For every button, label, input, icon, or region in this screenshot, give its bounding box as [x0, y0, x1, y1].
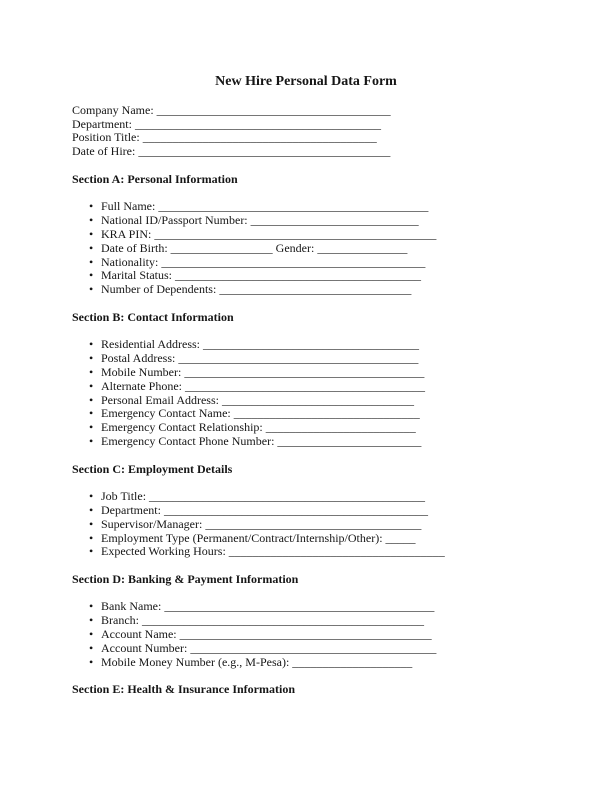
- field-blank: _____________________________________________: [158, 199, 429, 214]
- bullet-icon: •: [89, 226, 94, 241]
- field-kra-pin: [72, 228, 540, 242]
- field-blank: _________________________________________: [190, 640, 437, 655]
- section-a-list: [72, 200, 540, 297]
- field-branch: [72, 614, 540, 628]
- field-alternate-phone: [72, 380, 540, 394]
- field-position-title: [72, 131, 540, 145]
- field-label: Mobile Number:: [101, 364, 182, 379]
- bullet-icon: •: [89, 530, 94, 545]
- bullet-icon: •: [89, 240, 94, 255]
- field-label: Nationality:: [101, 254, 159, 269]
- field-account-name: [72, 628, 540, 642]
- field-label: Branch:: [101, 613, 139, 628]
- field-label: Expected Working Hours:: [101, 544, 226, 559]
- field-blank: ________________________: [277, 433, 422, 448]
- field-company-name: [72, 104, 540, 118]
- field-nationality: [72, 256, 540, 270]
- field-job-title: [72, 490, 540, 504]
- bullet-icon: •: [89, 420, 94, 435]
- field-emergency-contact-relationship: [72, 421, 540, 435]
- bullet-icon: •: [89, 640, 94, 655]
- field-label: Date of Hire:: [72, 144, 136, 159]
- bullet-icon: •: [89, 199, 94, 214]
- section-c-list: [72, 490, 540, 559]
- field-residential-address: [72, 338, 540, 352]
- field-label: Date of Birth:: [101, 240, 168, 255]
- bullet-icon: •: [89, 364, 94, 379]
- section-b-contact-information: [72, 311, 540, 449]
- field-national-id-passport-number: [72, 214, 540, 228]
- field-mobile-money-number: [72, 656, 540, 670]
- field-blank: _____________________________________________: [164, 599, 435, 614]
- field-blank: _______________________________________________: [142, 613, 424, 628]
- field-label: Employment Type (Permanent/Contract/Internship/Other):: [101, 530, 383, 545]
- header-fields: [72, 104, 540, 159]
- field-blank: _________________________________________: [134, 116, 381, 131]
- field-blank: ________________________________: [219, 282, 412, 297]
- field-marital-status: [72, 269, 540, 283]
- field-blank: _______________________________________: [142, 130, 377, 145]
- field-blank: ____________________________________: [228, 544, 445, 559]
- field-emergency-contact-phone-number: [72, 435, 540, 449]
- field-blank: ____________________________________: [203, 337, 419, 352]
- bullet-icon: •: [89, 433, 94, 448]
- bullet-icon: •: [89, 627, 94, 642]
- bullet-icon: •: [89, 378, 94, 393]
- field-blank: _____: [385, 530, 416, 545]
- field-personal-email-address: [72, 394, 540, 408]
- field-blank: __________________________________________: [179, 627, 432, 642]
- section-d-list: [72, 600, 540, 669]
- bullet-icon: •: [89, 406, 94, 421]
- section-b-heading: Section B: Contact Information: [72, 309, 234, 324]
- bullet-icon: •: [89, 351, 94, 366]
- form-title: New Hire Personal Data Form: [215, 74, 397, 89]
- field-label: Account Number:: [101, 640, 188, 655]
- field-blank: ________________________________: [221, 392, 414, 407]
- field-label: Supervisor/Manager:: [101, 516, 203, 531]
- field-label: Company Name:: [72, 102, 154, 117]
- bullet-icon: •: [89, 654, 94, 669]
- field-blank: _______________________________: [233, 406, 420, 421]
- field-label: Mobile Money Number (e.g., M-Pesa):: [101, 654, 290, 669]
- field-blank: ____________________________________: [205, 516, 422, 531]
- bullet-icon: •: [89, 516, 94, 531]
- field-employment-department: [72, 504, 540, 518]
- field-blank: _________________________: [265, 420, 416, 435]
- field-bank-name: [72, 600, 540, 614]
- field-label: Number of Dependents:: [101, 282, 217, 297]
- field-blank: __________________________________________: [138, 144, 391, 159]
- field-label: Account Name:: [101, 627, 177, 642]
- field-blank: _______________________________________________: [154, 226, 437, 241]
- field-blank: _________________________________________: [175, 268, 421, 283]
- section-e-heading: Section E: Health & Insurance Information: [72, 682, 295, 697]
- field-date-of-birth-gender: [72, 242, 540, 256]
- field-blank: ________________________________________: [184, 378, 425, 393]
- section-a-personal-information: [72, 173, 540, 297]
- bullet-icon: •: [89, 282, 94, 297]
- section-b-list: [72, 338, 540, 448]
- field-label: Position Title:: [72, 130, 140, 145]
- field-blank: ________________________________________: [184, 364, 425, 379]
- bullet-icon: •: [89, 392, 94, 407]
- bullet-icon: •: [89, 268, 94, 283]
- section-e-health-insurance-information: [72, 683, 540, 697]
- field-emergency-contact-name: [72, 407, 540, 421]
- field-label: Full Name:: [101, 199, 156, 214]
- bullet-icon: •: [89, 489, 94, 504]
- field-full-name: [72, 200, 540, 214]
- bullet-icon: •: [89, 613, 94, 628]
- field-label: Emergency Contact Relationship:: [101, 420, 263, 435]
- field-label: Emergency Contact Phone Number:: [101, 433, 275, 448]
- field-label: KRA PIN:: [101, 226, 152, 241]
- field-label: Gender:: [275, 240, 315, 255]
- field-label: Personal Email Address:: [101, 392, 219, 407]
- field-label: Department:: [101, 502, 161, 517]
- field-label: Residential Address:: [101, 337, 200, 352]
- bullet-icon: •: [89, 213, 94, 228]
- field-label: Marital Status:: [101, 268, 172, 283]
- field-employment-type: [72, 532, 540, 546]
- bullet-icon: •: [89, 544, 94, 559]
- section-c-employment-details: [72, 463, 540, 560]
- field-account-number: [72, 642, 540, 656]
- field-label: Department:: [72, 116, 132, 131]
- field-number-of-dependents: [72, 283, 540, 297]
- field-label: Postal Address:: [101, 351, 176, 366]
- field-postal-address: [72, 352, 540, 366]
- bullet-icon: •: [89, 254, 94, 269]
- field-blank: ____________________________: [250, 213, 419, 228]
- field-label: Bank Name:: [101, 599, 162, 614]
- section-a-heading: Section A: Personal Information: [72, 171, 238, 186]
- field-label: Alternate Phone:: [101, 378, 182, 393]
- field-blank: ________________________________________: [178, 351, 419, 366]
- field-blank: ____________________________________________: [163, 502, 428, 517]
- field-label: Job Title:: [101, 489, 147, 504]
- section-d-heading: Section D: Banking & Payment Information: [72, 571, 299, 586]
- section-d-banking-payment-information: [72, 573, 540, 670]
- bullet-icon: •: [89, 337, 94, 352]
- field-supervisor-manager: [72, 518, 540, 532]
- field-blank: _________________: [170, 240, 273, 255]
- field-blank: _______________________________________: [156, 102, 391, 117]
- field-mobile-number: [72, 366, 540, 380]
- field-label: Emergency Contact Name:: [101, 406, 231, 421]
- field-blank: ____________________: [292, 654, 413, 669]
- bullet-icon: •: [89, 599, 94, 614]
- field-department: [72, 118, 540, 132]
- field-label: National ID/Passport Number:: [101, 213, 248, 228]
- field-blank: ____________________________________________: [161, 254, 426, 269]
- field-blank: _______________: [317, 240, 408, 255]
- field-blank: ______________________________________________: [149, 489, 426, 504]
- field-date-of-hire: [72, 145, 540, 159]
- section-c-heading: Section C: Employment Details: [72, 461, 233, 476]
- field-expected-working-hours: [72, 545, 540, 559]
- bullet-icon: •: [89, 502, 94, 517]
